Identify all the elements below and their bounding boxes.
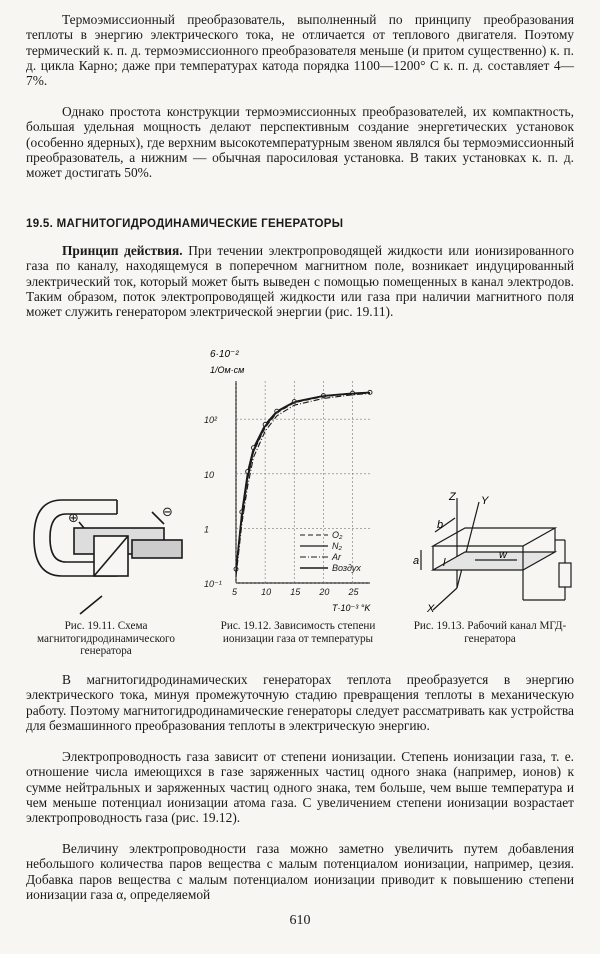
section-number: 19.5.	[26, 218, 54, 230]
x-tick-label: 20	[319, 587, 330, 597]
y-tick-label: 1	[204, 524, 210, 535]
series-line	[236, 394, 370, 577]
figure-mhd-scheme	[22, 478, 202, 618]
legend-label: Ar	[332, 552, 341, 562]
legend-label: N₂	[332, 541, 342, 551]
chart-series-group	[234, 390, 372, 576]
y-axis-label: Y	[481, 495, 489, 507]
chart-legend	[300, 530, 361, 573]
section-heading	[26, 218, 343, 230]
paragraph: Электропроводность газа зависит от степени ионизации. Степень ионизации газа, т. е. отношение числа имеющихся в газе заряженных частиц одного знака (например, ионов) к сумме нейтральных и заряженных частиц одного знака, тем больше, чем выше температура и чем меньше потенциал ионизации атома газа. С увеличением степени ионизации возрастает электропроводность газа (рис. 19.12).	[26, 749, 574, 826]
x-axis	[433, 588, 457, 610]
y-axis	[457, 502, 479, 588]
paragraph: В магнитогидродинамических генераторах теплота преобразуется в энергию электрического тока, минуя промежуточную стадию превращения теплоты в механическую работу. Поэтому магнитогидродинамические генераторы следует рассматривать как устройства для безмашинного преобразования теплоты в электрическую энергию.	[26, 672, 574, 733]
paragraph	[26, 243, 574, 319]
figure-caption: Рис. 19.11. Схема магнитогидродинамического генератора	[37, 620, 175, 658]
height-label: a	[413, 555, 420, 567]
y-scale-label: 6·10⁻²	[210, 349, 239, 360]
y-tick-label: 10⁻¹	[204, 579, 222, 589]
x-axis-label: X	[427, 603, 435, 615]
run-in-heading: Принцип действия.	[62, 243, 183, 258]
velocity-label: w	[499, 549, 507, 561]
series-line	[236, 393, 370, 572]
chart-grid	[236, 381, 370, 583]
figure-ionization-chart	[200, 345, 388, 615]
minus-terminal-icon: ⊖	[162, 504, 173, 519]
electrode-plate	[132, 540, 182, 558]
paragraph-text: При течении электропроводящей жидкости или ионизированного газа по каналу, находящемуся в поперечном магнитном поле, возникает индуцированный электрический ток, который может быть выведен с помощью помещенных в канал электродов. Таким образом, поток электропроводящей жидкости или газа при наличии магнитного поля может служить генератором электрической энергии (рис. 19.11).	[26, 243, 574, 320]
legend-label: Воздух	[332, 563, 361, 573]
paragraph: Однако простота конструкции термоэмиссионных преобразователей, их компактность, большая удельная мощность делают перспективным создание энергетических установок (особенно ядерных), где верхним высокотемпературным звеном являлся бы термоэмиссионный преобразователь, а нижним — обычная паросиловая установка. В таких установках к. п. д. может достигать 50%.	[26, 104, 574, 181]
flow-arrow	[80, 596, 102, 614]
x-tick-label: 25	[348, 587, 359, 597]
plus-terminal-icon: ⊕	[68, 510, 79, 525]
y-tick-label: 10	[204, 469, 215, 480]
figure-caption: Рис. 19.13. Рабочий канал МГД-генератора	[413, 620, 567, 645]
load-resistor	[559, 563, 571, 587]
figure-caption: Рис. 19.12. Зависимость степени ионизации газа от температуры	[220, 620, 376, 645]
length-label: l	[443, 557, 446, 569]
page-number: 610	[289, 913, 311, 928]
x-tick-label: 15	[290, 587, 301, 597]
x-tick-label: 10	[261, 587, 272, 597]
y-tick-label: 10²	[204, 415, 218, 426]
z-axis-label: Z	[449, 491, 456, 503]
x-axis-label: T·10⁻³ °K	[332, 603, 371, 613]
paragraph: Термоэмиссионный преобразователь, выполненный по принципу преобразования теплоты в энергию электрического тока, не отличается от теплового двигателя. Поэтому термический к. п. д. термоэмиссионного преобразователя меньше (и притом существенно) к. п. д. цикла Карно; даже при температурах катода порядка 1100—1200° С к. п. д. составляет 4—7%.	[26, 12, 574, 89]
series-line	[236, 392, 370, 569]
y-axis-label: 1/Ом·см	[210, 365, 245, 375]
figure-mhd-channel	[405, 488, 580, 616]
legend-label: O₂	[332, 530, 343, 540]
paragraph: Величину электропроводности газа можно заметно увеличить путем добавления небольшого количества паров вещества с малым потенциалом ионизации, например, цезия. Добавка паров вещества с малым потенциалом ионизации приводит к повышению степени ионизации газа α, определяемой	[26, 841, 574, 902]
width-label: b	[437, 519, 444, 531]
section-title: МАГНИТОГИДРОДИНАМИЧЕСКИЕ ГЕНЕРАТОРЫ	[56, 218, 344, 230]
x-tick-label: 5	[232, 587, 238, 597]
channel-bottom-plate	[433, 552, 555, 570]
channel-top-plate	[433, 528, 555, 546]
